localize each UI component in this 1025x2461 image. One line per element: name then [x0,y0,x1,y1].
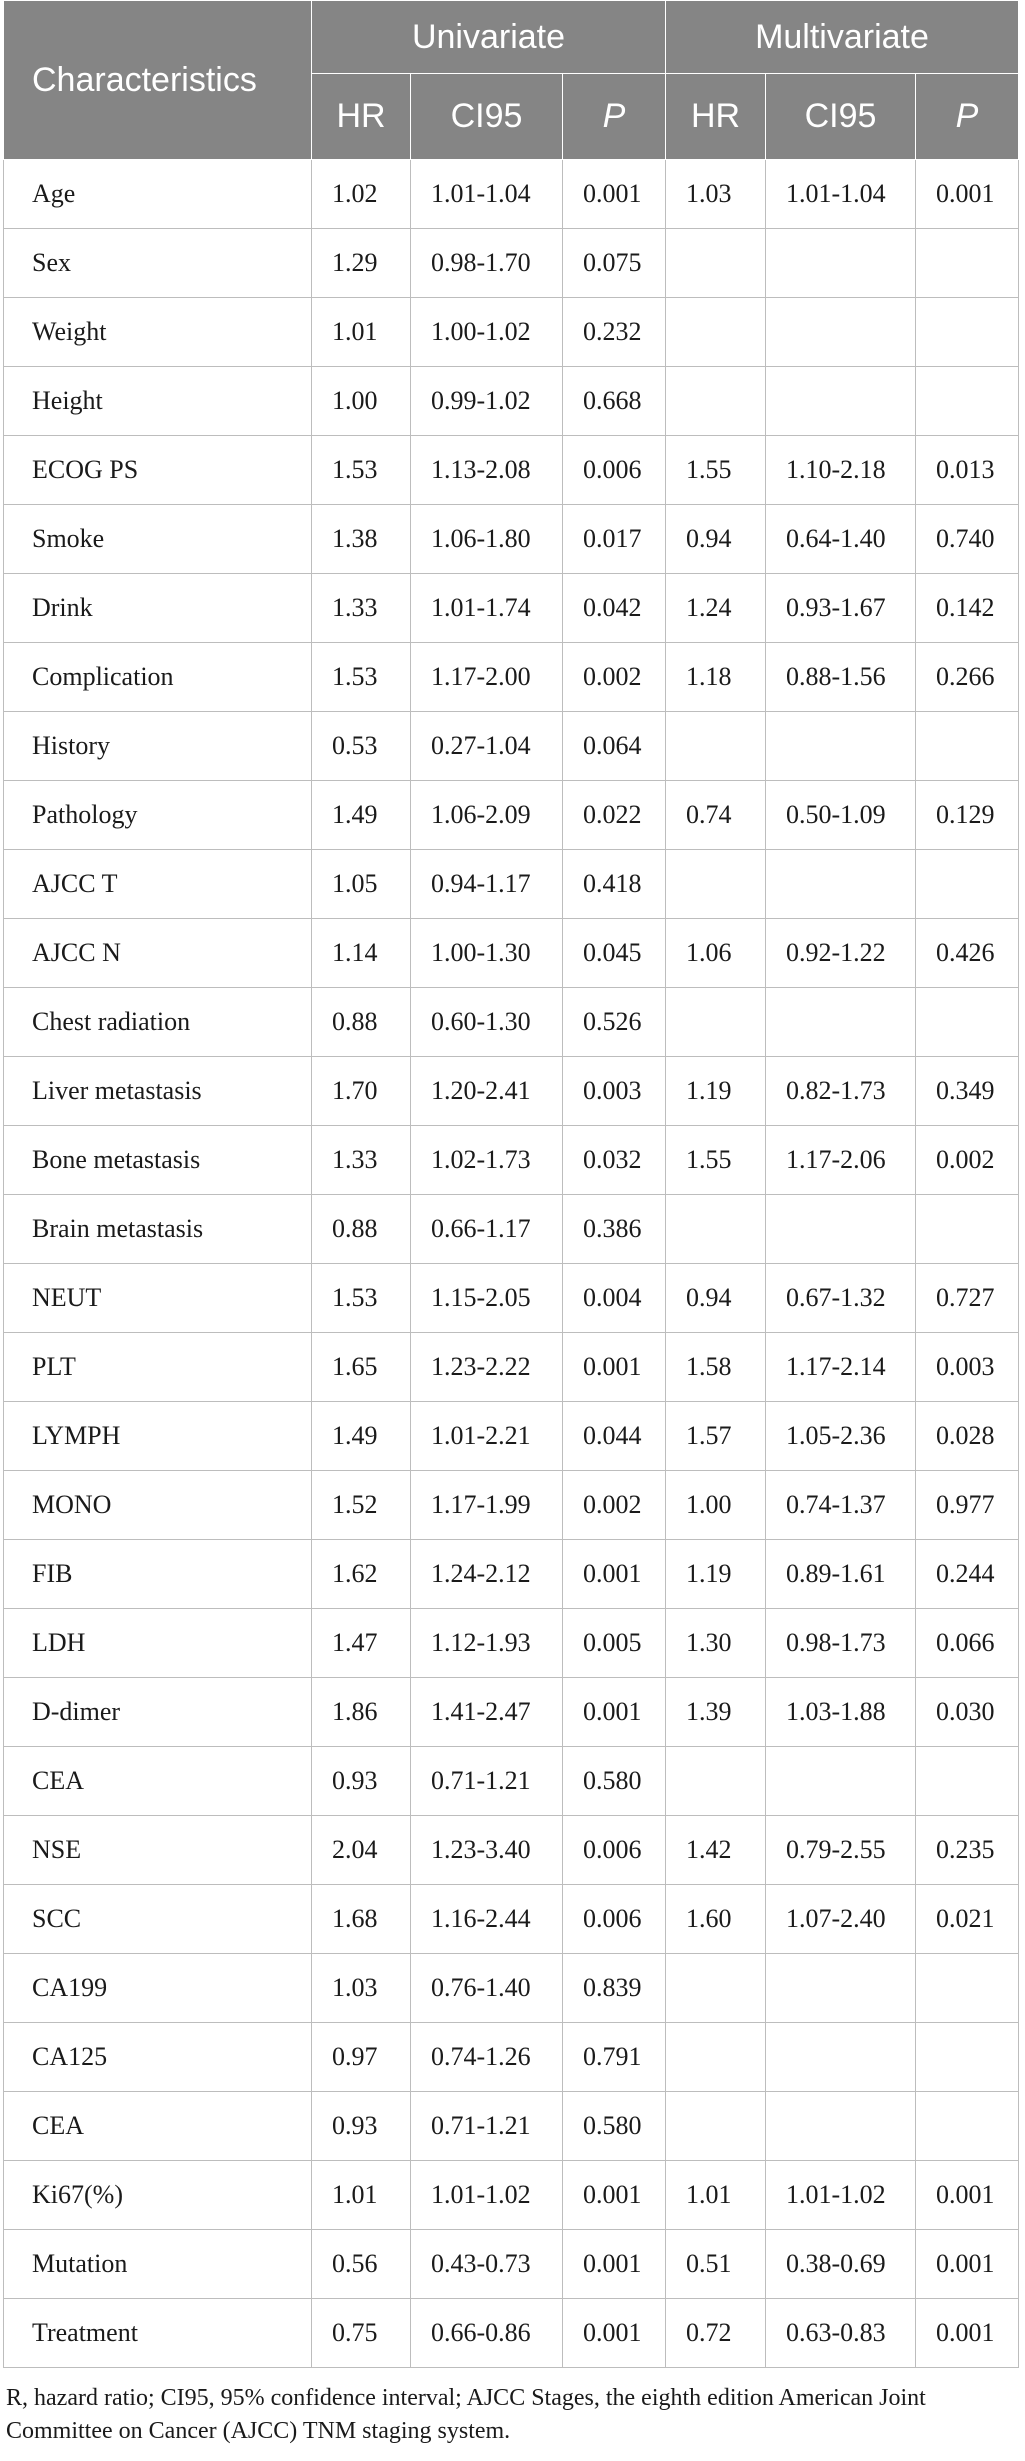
uni-p-cell: 0.042 [563,574,666,643]
table-row [4,1885,1019,1954]
characteristic-cell: CEA [4,2092,312,2161]
uni-hr-header: HR [312,74,411,160]
characteristic-cell: CEA [4,1747,312,1816]
multi-ci95-cell [766,298,916,367]
uni-p-cell: 0.022 [563,781,666,850]
multi-p-cell: 0.001 [916,2230,1019,2299]
multi-p-cell [916,2092,1019,2161]
multi-ci95-cell [766,229,916,298]
characteristic-cell: Drink [4,574,312,643]
table-row [4,367,1019,436]
uni-hr-cell: 1.49 [312,781,411,850]
multi-hr-cell [666,712,766,781]
multi-ci95-cell: 0.93-1.67 [766,574,916,643]
characteristic-cell: History [4,712,312,781]
uni-ci95-cell: 1.16-2.44 [411,1885,563,1954]
uni-p-cell: 0.418 [563,850,666,919]
uni-ci95-cell: 1.02-1.73 [411,1126,563,1195]
multi-hr-cell: 0.51 [666,2230,766,2299]
multi-ci95-cell: 1.05-2.36 [766,1402,916,1471]
characteristic-cell: Mutation [4,2230,312,2299]
uni-ci95-cell: 0.27-1.04 [411,712,563,781]
multi-hr-cell [666,367,766,436]
multi-ci95-cell [766,1954,916,2023]
uni-hr-cell: 1.05 [312,850,411,919]
table-row [4,1540,1019,1609]
table-row [4,160,1019,229]
uni-ci95-cell: 0.76-1.40 [411,1954,563,2023]
multi-ci95-cell: 1.03-1.88 [766,1678,916,1747]
table-row [4,2299,1019,2368]
uni-hr-cell: 1.65 [312,1333,411,1402]
uni-p-cell: 0.668 [563,367,666,436]
uni-ci95-cell: 0.66-0.86 [411,2299,563,2368]
uni-ci95-cell: 1.06-2.09 [411,781,563,850]
uni-p-cell: 0.580 [563,1747,666,1816]
table-row [4,988,1019,1057]
uni-p-cell: 0.003 [563,1057,666,1126]
multi-p-cell: 0.349 [916,1057,1019,1126]
characteristic-cell: Sex [4,229,312,298]
table-footnote [3,2382,1018,2448]
multi-p-cell: 0.066 [916,1609,1019,1678]
characteristic-cell: Brain metastasis [4,1195,312,1264]
uni-p-cell: 0.005 [563,1609,666,1678]
uni-ci95-cell: 1.12-1.93 [411,1609,563,1678]
multi-ci95-header: CI95 [766,74,916,160]
uni-hr-cell: 1.53 [312,1264,411,1333]
multi-p-cell: 0.426 [916,919,1019,988]
uni-ci95-cell: 0.94-1.17 [411,850,563,919]
multi-p-cell: 0.977 [916,1471,1019,1540]
uni-hr-cell: 1.52 [312,1471,411,1540]
multi-p-cell [916,1195,1019,1264]
uni-ci95-cell: 0.71-1.21 [411,2092,563,2161]
table-row [4,505,1019,574]
uni-ci95-cell: 0.98-1.70 [411,229,563,298]
multi-hr-cell [666,1954,766,2023]
table-body [4,160,1019,2368]
table-row [4,1609,1019,1678]
uni-hr-cell: 1.29 [312,229,411,298]
uni-p-cell: 0.001 [563,160,666,229]
multi-p-cell [916,1747,1019,1816]
multi-p-cell [916,229,1019,298]
uni-p-cell: 0.001 [563,1333,666,1402]
uni-hr-cell: 1.49 [312,1402,411,1471]
characteristic-cell: Age [4,160,312,229]
uni-ci95-cell: 1.17-1.99 [411,1471,563,1540]
multi-hr-cell: 0.74 [666,781,766,850]
multi-ci95-cell: 0.92-1.22 [766,919,916,988]
characteristic-cell: CA125 [4,2023,312,2092]
table-row [4,1816,1019,1885]
table-row [4,1195,1019,1264]
uni-ci95-cell: 0.66-1.17 [411,1195,563,1264]
table-row [4,850,1019,919]
characteristic-cell: Weight [4,298,312,367]
characteristic-cell: Bone metastasis [4,1126,312,1195]
uni-p-cell: 0.006 [563,1885,666,1954]
uni-ci95-cell: 0.74-1.26 [411,2023,563,2092]
multi-p-header: P [916,74,1019,160]
characteristic-cell: Ki67(%) [4,2161,312,2230]
uni-p-cell: 0.232 [563,298,666,367]
table-row [4,2230,1019,2299]
multi-hr-cell: 0.72 [666,2299,766,2368]
multi-hr-cell: 1.30 [666,1609,766,1678]
uni-hr-cell: 1.01 [312,298,411,367]
uni-ci95-cell: 1.01-1.02 [411,2161,563,2230]
table-row [4,1057,1019,1126]
table-row [4,1747,1019,1816]
table-row [4,2092,1019,2161]
uni-ci95-cell: 0.60-1.30 [411,988,563,1057]
multi-ci95-cell: 1.01-1.02 [766,2161,916,2230]
univariate-header: Univariate [312,1,666,74]
characteristic-cell: AJCC T [4,850,312,919]
uni-p-cell: 0.839 [563,1954,666,2023]
uni-p-cell: 0.001 [563,1678,666,1747]
table-row [4,1471,1019,1540]
uni-p-cell: 0.004 [563,1264,666,1333]
multi-p-cell [916,2023,1019,2092]
multi-hr-header: HR [666,74,766,160]
uni-p-cell: 0.017 [563,505,666,574]
characteristic-cell: LDH [4,1609,312,1678]
uni-hr-cell: 0.88 [312,988,411,1057]
uni-p-cell: 0.032 [563,1126,666,1195]
uni-hr-cell: 0.88 [312,1195,411,1264]
uni-hr-cell: 0.93 [312,1747,411,1816]
table-row [4,1678,1019,1747]
characteristic-cell: CA199 [4,1954,312,2023]
table-row [4,1402,1019,1471]
table-row [4,712,1019,781]
multi-hr-cell: 1.42 [666,1816,766,1885]
uni-p-cell: 0.001 [563,2230,666,2299]
uni-p-cell: 0.002 [563,643,666,712]
characteristic-cell: NEUT [4,1264,312,1333]
multi-ci95-cell: 0.64-1.40 [766,505,916,574]
multi-hr-cell [666,1747,766,1816]
uni-ci95-cell: 0.99-1.02 [411,367,563,436]
multi-hr-cell [666,2092,766,2161]
multi-ci95-cell [766,1747,916,1816]
multi-ci95-cell: 1.17-2.06 [766,1126,916,1195]
characteristic-cell: FIB [4,1540,312,1609]
table-row [4,229,1019,298]
uni-hr-cell: 1.02 [312,160,411,229]
uni-p-cell: 0.044 [563,1402,666,1471]
multivariate-header: Multivariate [666,1,1019,74]
uni-ci95-cell: 1.20-2.41 [411,1057,563,1126]
multi-p-cell: 0.727 [916,1264,1019,1333]
multi-hr-cell: 1.18 [666,643,766,712]
multi-hr-cell: 1.58 [666,1333,766,1402]
multi-p-cell: 0.001 [916,2161,1019,2230]
table-row [4,643,1019,712]
uni-hr-cell: 1.68 [312,1885,411,1954]
multi-hr-cell: 1.55 [666,436,766,505]
uni-p-cell: 0.001 [563,2299,666,2368]
uni-p-header: P [563,74,666,160]
uni-ci95-cell: 1.01-1.04 [411,160,563,229]
uni-hr-cell: 0.53 [312,712,411,781]
characteristics-header: Characteristics [4,1,312,160]
multi-ci95-cell: 0.74-1.37 [766,1471,916,1540]
uni-hr-cell: 1.33 [312,1126,411,1195]
multi-ci95-cell: 0.82-1.73 [766,1057,916,1126]
multi-hr-cell: 1.00 [666,1471,766,1540]
uni-p-cell: 0.002 [563,1471,666,1540]
uni-p-cell: 0.001 [563,1540,666,1609]
multi-p-cell: 0.740 [916,505,1019,574]
characteristic-cell: Liver metastasis [4,1057,312,1126]
characteristic-cell: Treatment [4,2299,312,2368]
uni-hr-cell: 0.97 [312,2023,411,2092]
table-row [4,436,1019,505]
table-row [4,2023,1019,2092]
multi-ci95-cell [766,988,916,1057]
multi-hr-cell: 1.19 [666,1057,766,1126]
characteristic-cell: SCC [4,1885,312,1954]
multi-ci95-cell: 1.10-2.18 [766,436,916,505]
characteristic-cell: MONO [4,1471,312,1540]
multi-p-cell: 0.142 [916,574,1019,643]
multi-hr-cell: 1.19 [666,1540,766,1609]
multi-ci95-cell: 1.07-2.40 [766,1885,916,1954]
uni-hr-cell: 0.93 [312,2092,411,2161]
uni-hr-cell: 1.03 [312,1954,411,2023]
table-header [4,1,1019,160]
multi-ci95-cell: 0.38-0.69 [766,2230,916,2299]
uni-hr-cell: 1.00 [312,367,411,436]
multi-p-cell: 0.030 [916,1678,1019,1747]
uni-hr-cell: 1.33 [312,574,411,643]
uni-ci95-cell: 1.17-2.00 [411,643,563,712]
table-row [4,781,1019,850]
characteristic-cell: NSE [4,1816,312,1885]
multi-ci95-cell [766,2092,916,2161]
uni-p-cell: 0.386 [563,1195,666,1264]
table-row [4,2161,1019,2230]
multi-p-cell: 0.028 [916,1402,1019,1471]
multi-hr-cell: 1.60 [666,1885,766,1954]
uni-ci95-cell: 1.15-2.05 [411,1264,563,1333]
uni-ci95-cell: 1.06-1.80 [411,505,563,574]
characteristic-cell: PLT [4,1333,312,1402]
multi-hr-cell [666,1195,766,1264]
characteristic-cell: D-dimer [4,1678,312,1747]
multi-hr-cell: 1.03 [666,160,766,229]
uni-p-cell: 0.580 [563,2092,666,2161]
uni-ci95-cell: 1.13-2.08 [411,436,563,505]
multi-hr-cell [666,2023,766,2092]
multi-ci95-cell: 0.98-1.73 [766,1609,916,1678]
uni-ci95-cell: 1.23-2.22 [411,1333,563,1402]
table-row [4,298,1019,367]
multi-ci95-cell [766,712,916,781]
multi-hr-cell [666,298,766,367]
multi-hr-cell: 0.94 [666,1264,766,1333]
uni-ci95-cell: 1.01-2.21 [411,1402,563,1471]
multi-hr-cell: 1.39 [666,1678,766,1747]
multi-ci95-cell: 0.67-1.32 [766,1264,916,1333]
characteristic-cell: Chest radiation [4,988,312,1057]
table-row [4,1333,1019,1402]
results-table-container [3,0,1018,2448]
uni-ci95-cell: 1.41-2.47 [411,1678,563,1747]
multi-ci95-cell [766,2023,916,2092]
characteristic-cell: AJCC N [4,919,312,988]
uni-hr-cell: 1.62 [312,1540,411,1609]
footnote-line-1: R, hazard ratio; CI95, 95% confidence interval; AJCC Stages, the eighth edition American Joint [6,2385,926,2411]
uni-hr-cell: 1.86 [312,1678,411,1747]
uni-hr-cell: 1.53 [312,436,411,505]
multi-ci95-cell: 1.01-1.04 [766,160,916,229]
multi-hr-cell [666,850,766,919]
multi-p-cell [916,298,1019,367]
uni-p-cell: 0.001 [563,2161,666,2230]
multi-p-cell: 0.003 [916,1333,1019,1402]
multi-hr-cell: 1.01 [666,2161,766,2230]
uni-ci95-cell: 1.00-1.30 [411,919,563,988]
characteristic-cell: Height [4,367,312,436]
multi-ci95-cell: 1.17-2.14 [766,1333,916,1402]
uni-hr-cell: 1.47 [312,1609,411,1678]
uni-ci95-cell: 0.43-0.73 [411,2230,563,2299]
multi-p-cell [916,712,1019,781]
multi-p-cell: 0.266 [916,643,1019,712]
uni-p-cell: 0.791 [563,2023,666,2092]
multi-ci95-cell: 0.88-1.56 [766,643,916,712]
multi-p-cell [916,1954,1019,2023]
table-row [4,1126,1019,1195]
multi-ci95-cell [766,850,916,919]
uni-ci95-cell: 1.24-2.12 [411,1540,563,1609]
characteristic-cell: Pathology [4,781,312,850]
multi-ci95-cell: 0.50-1.09 [766,781,916,850]
uni-ci95-cell: 1.01-1.74 [411,574,563,643]
uni-hr-cell: 2.04 [312,1816,411,1885]
multi-p-cell: 0.001 [916,2299,1019,2368]
multi-hr-cell [666,229,766,298]
multi-ci95-cell: 0.89-1.61 [766,1540,916,1609]
multi-p-cell: 0.001 [916,160,1019,229]
table-row [4,574,1019,643]
multi-p-cell [916,850,1019,919]
multi-ci95-cell [766,1195,916,1264]
uni-p-cell: 0.045 [563,919,666,988]
multi-ci95-cell: 0.79-2.55 [766,1816,916,1885]
uni-hr-cell: 1.70 [312,1057,411,1126]
table-row [4,1954,1019,2023]
multi-p-cell: 0.235 [916,1816,1019,1885]
footnote-line-2: Committee on Cancer (AJCC) TNM staging system. [6,2418,511,2444]
multi-p-cell: 0.013 [916,436,1019,505]
characteristic-cell: Smoke [4,505,312,574]
multi-hr-cell [666,988,766,1057]
uni-ci95-cell: 0.71-1.21 [411,1747,563,1816]
table-row [4,919,1019,988]
multi-p-cell: 0.002 [916,1126,1019,1195]
multi-p-cell [916,367,1019,436]
characteristic-cell: Complication [4,643,312,712]
table-row [4,1264,1019,1333]
characteristic-cell: LYMPH [4,1402,312,1471]
regression-table [3,0,1019,2368]
multi-hr-cell: 1.24 [666,574,766,643]
multi-hr-cell: 1.06 [666,919,766,988]
multi-hr-cell: 0.94 [666,505,766,574]
uni-p-cell: 0.006 [563,436,666,505]
characteristic-cell: ECOG PS [4,436,312,505]
multi-ci95-cell [766,367,916,436]
multi-ci95-cell: 0.63-0.83 [766,2299,916,2368]
multi-p-cell: 0.244 [916,1540,1019,1609]
uni-hr-cell: 0.56 [312,2230,411,2299]
uni-hr-cell: 1.14 [312,919,411,988]
multi-p-cell: 0.021 [916,1885,1019,1954]
uni-hr-cell: 1.38 [312,505,411,574]
uni-p-cell: 0.526 [563,988,666,1057]
uni-ci95-header: CI95 [411,74,563,160]
multi-p-cell: 0.129 [916,781,1019,850]
uni-hr-cell: 1.53 [312,643,411,712]
multi-p-cell [916,988,1019,1057]
uni-ci95-cell: 1.00-1.02 [411,298,563,367]
uni-hr-cell: 0.75 [312,2299,411,2368]
multi-hr-cell: 1.57 [666,1402,766,1471]
uni-ci95-cell: 1.23-3.40 [411,1816,563,1885]
uni-hr-cell: 1.01 [312,2161,411,2230]
uni-p-cell: 0.006 [563,1816,666,1885]
uni-p-cell: 0.075 [563,229,666,298]
multi-hr-cell: 1.55 [666,1126,766,1195]
uni-p-cell: 0.064 [563,712,666,781]
